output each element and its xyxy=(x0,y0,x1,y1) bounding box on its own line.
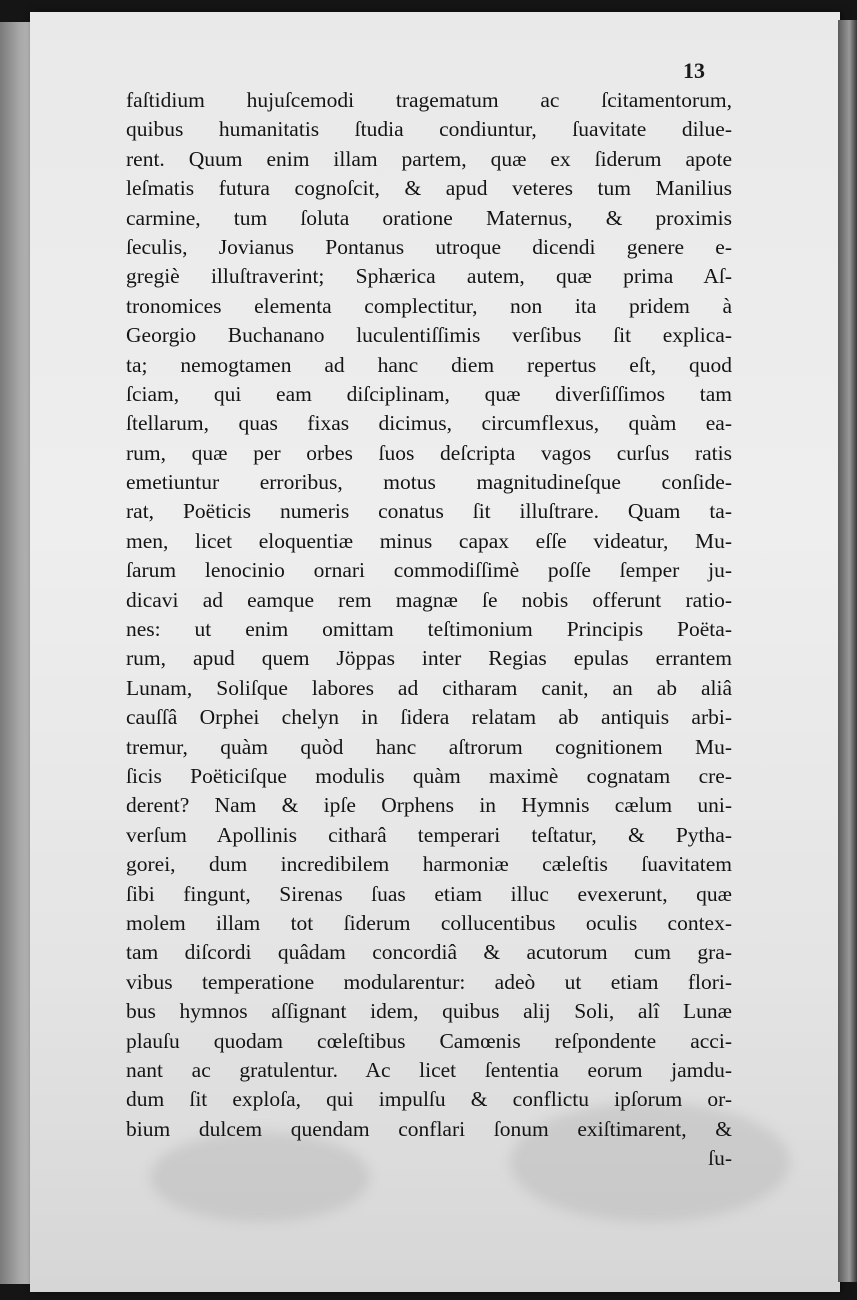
text-line: ta; nemogtamen ad hanc diem repertus eſt, quod xyxy=(126,352,732,377)
text-line: verſum Apollinis citharâ temperari teſtatur, & Pytha- xyxy=(126,822,732,847)
text-line: Georgio Buchanano luculentiſſimis verſibus ſit explica- xyxy=(126,323,732,348)
text-line: bus hymnos aſſignant idem, quibus alij Soli, alî Lunæ xyxy=(126,999,732,1024)
text-line: vibus temperatione modularentur: adeò ut etiam flori- xyxy=(126,969,732,994)
text-line: tremur, quàm quòd hanc aſtrorum cognitionem Mu- xyxy=(126,734,732,759)
text-line: rum, apud quem Jöppas inter Regias epulas errantem xyxy=(126,646,732,671)
page-edge-right xyxy=(838,20,857,1282)
text-line: ſeculis, Jovianus Pontanus utroque dicendi genere e- xyxy=(126,234,732,259)
text-line: tam diſcordi quâdam concordiâ & acutorum cum gra- xyxy=(126,940,732,965)
text-line: Lunam, Soliſque labores ad citharam canit, an ab aliâ xyxy=(126,675,732,700)
text-line: nes: ut enim omittam teſtimonium Principis Poëta- xyxy=(126,617,732,642)
text-line: molem illam tot ſiderum collucentibus oculis contex- xyxy=(126,910,732,935)
text-line: plauſu quodam cœleſtibus Camœnis reſpondente acci- xyxy=(126,1028,732,1053)
text-line: ſciam, qui eam diſciplinam, quæ diverſiſſimos tam xyxy=(126,381,732,406)
page-number: 13 xyxy=(683,58,705,83)
text-line: rum, quæ per orbes ſuos deſcripta vagos curſus ratis xyxy=(126,440,732,465)
text-line: dicavi ad eamque rem magnæ ſe nobis offerunt ratio- xyxy=(126,587,732,612)
text-line: ſtellarum, quas fixas dicimus, circumflexus, quàm ea- xyxy=(126,411,732,436)
text-line: rat, Poëticis numeris conatus ſit illuſtrare. Quam ta- xyxy=(126,499,732,524)
text-line: quibus humanitatis ſtudia condiuntur, ſuavitate dilue- xyxy=(126,117,732,142)
text-line: derent? Nam & ipſe Orphens in Hymnis cælum uni- xyxy=(126,793,732,818)
text-line: cauſſâ Orphei chelyn in ſidera relatam ab antiquis arbi- xyxy=(126,705,732,730)
text-line: gorei, dum incredibilem harmoniæ cæleſtis ſuavitatem xyxy=(126,852,732,877)
body-text xyxy=(126,86,732,1173)
text-line: tronomices elementa complectitur, non ita pridem à xyxy=(126,293,732,318)
text-line: emetiuntur erroribus, motus magnitudineſque conſide- xyxy=(126,470,732,495)
text-line: men, licet eloquentiæ minus capax eſſe videatur, Mu- xyxy=(126,528,732,553)
text-line: ſicis Poëticiſque modulis quàm maximè cognatam cre- xyxy=(126,763,732,788)
text-line: nant ac gratulentur. Ac licet ſententia eorum jamdu- xyxy=(126,1057,732,1082)
text-line: bium dulcem quendam conflari ſonum exiſtimarent, & xyxy=(126,1116,732,1141)
catchword: ſu- xyxy=(708,1146,732,1171)
text-line: faſtidium hujuſcemodi tragematum ac ſcitamentorum, xyxy=(126,88,732,112)
text-line: carmine, tum ſoluta oratione Maternus, & proximis xyxy=(126,205,732,230)
text-line: ſarum lenocinio ornari commodiſſimè poſſe ſemper ju- xyxy=(126,558,732,583)
text-line: dum ſit exploſa, qui impulſu & conflictu ipſorum or- xyxy=(126,1087,732,1112)
text-line: leſmatis futura cognoſcit, & apud veteres tum Manilius xyxy=(126,176,732,201)
text-line: gregiè illuſtraverint; Sphærica autem, quæ prima Aſ- xyxy=(126,264,732,289)
text-line: rent. Quum enim illam partem, quæ ex ſiderum apote xyxy=(126,146,732,171)
text-line: ſibi fingunt, Sirenas ſuas etiam illuc evexerunt, quæ xyxy=(126,881,732,906)
